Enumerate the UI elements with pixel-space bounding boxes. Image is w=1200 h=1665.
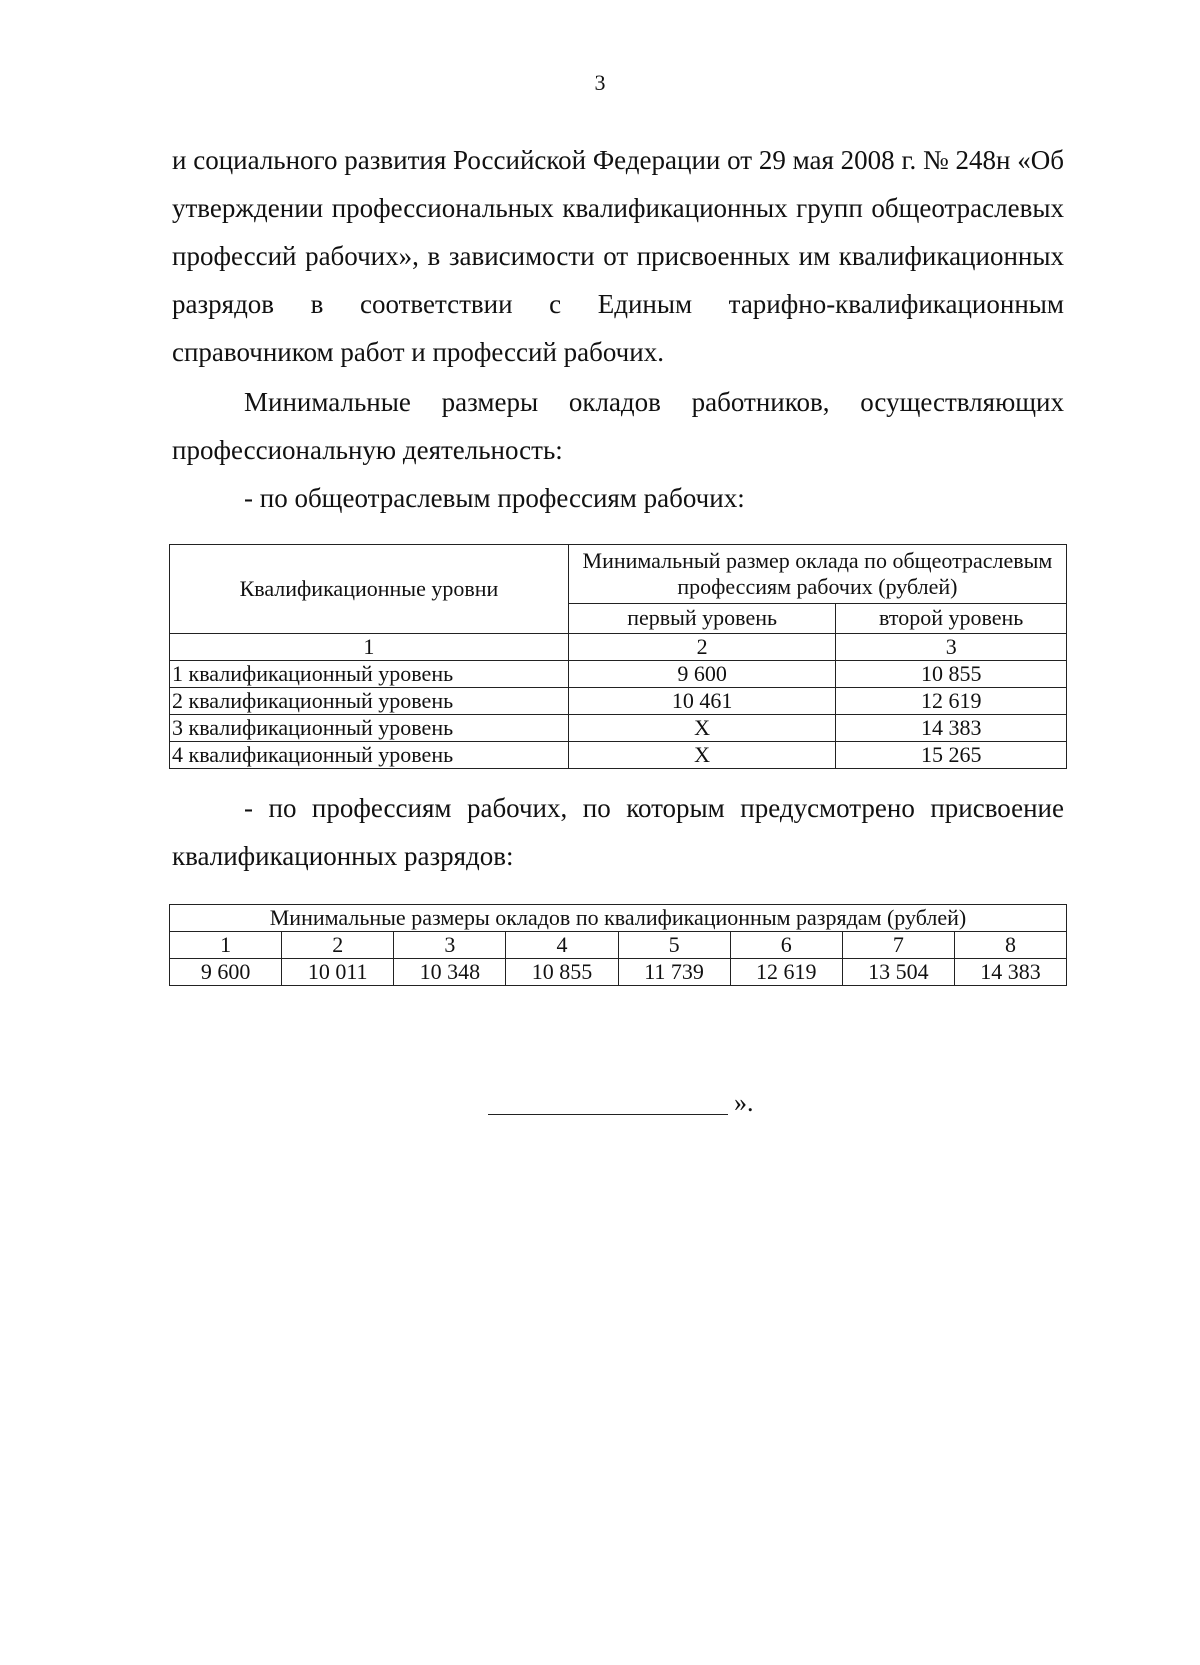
first-level-value: X [568, 742, 836, 769]
grade-value: 14 383 [954, 959, 1066, 986]
grade-value: 9 600 [170, 959, 282, 986]
grade-value: 11 739 [618, 959, 730, 986]
grade-number: 4 [506, 932, 618, 959]
grade-value: 13 504 [842, 959, 954, 986]
closing-line [488, 1090, 728, 1115]
grade-number: 2 [282, 932, 394, 959]
page-number: 3 [594, 70, 606, 95]
grades-header: Минимальные размеры окладов по квалификационным разрядам (рублей) [170, 905, 1067, 932]
table-row [170, 661, 1067, 688]
subheader-first-level: первый уровень [568, 603, 836, 633]
header-salary: Минимальный размер оклада по общеотраслевым профессиям рабочих (рублей) [568, 545, 1066, 604]
grades-value-row [170, 959, 1067, 986]
closing-quote: ». [734, 1088, 754, 1117]
first-level-value: 10 461 [568, 688, 836, 715]
second-level-value: 15 265 [836, 742, 1067, 769]
grade-number: 5 [618, 932, 730, 959]
level-cell: 2 квалификационный уровень [170, 688, 569, 715]
grade-number: 3 [394, 932, 506, 959]
grade-value: 10 011 [282, 959, 394, 986]
first-level-value: 9 600 [568, 661, 836, 688]
paragraph-1-text: и социального развития Российской Федерации от 29 мая 2008 г. № 248н «Об утверждении профессиональных квалификационных групп общеотраслевых профессий рабочих», в зависимости от присвоенных им квалификационных разрядов в соответствии с Единым тарифно-квалификационным справочником работ и профессий рабочих. [172, 145, 1064, 367]
table-header-row [170, 545, 1067, 604]
level-cell: 3 квалификационный уровень [170, 715, 569, 742]
column-number: 2 [568, 634, 836, 661]
grade-number: 1 [170, 932, 282, 959]
second-level-value: 14 383 [836, 715, 1067, 742]
table-column-numbers-row [170, 634, 1067, 661]
bullet-general-professions: - по общеотраслевым профессиям рабочих: [244, 483, 745, 513]
first-level-value: X [568, 715, 836, 742]
paragraph-1 [172, 136, 1064, 376]
table-row [170, 688, 1067, 715]
header-levels: Квалификационные уровни [170, 545, 569, 634]
level-cell: 4 квалификационный уровень [170, 742, 569, 769]
second-level-value: 12 619 [836, 688, 1067, 715]
grade-value: 10 348 [394, 959, 506, 986]
paragraph-3 [172, 784, 1064, 880]
grade-value: 10 855 [506, 959, 618, 986]
grades-number-row [170, 932, 1067, 959]
grade-number: 8 [954, 932, 1066, 959]
grades-header-row [170, 905, 1067, 932]
paragraph-2-text: Минимальные размеры окладов работников, осуществляющих профессиональную деятельность: [172, 387, 1064, 465]
grade-number: 6 [730, 932, 842, 959]
paragraph-2 [172, 378, 1064, 474]
second-level-value: 10 855 [836, 661, 1067, 688]
table-row [170, 742, 1067, 769]
table-row [170, 715, 1067, 742]
grade-number: 7 [842, 932, 954, 959]
column-number: 1 [170, 634, 569, 661]
column-number: 3 [836, 634, 1067, 661]
grade-value: 12 619 [730, 959, 842, 986]
paragraph-3-text: - по профессиям рабочих, по которым предусмотрено присвоение квалификационных разрядов: [172, 793, 1064, 871]
salary-levels-table [169, 544, 1067, 769]
subheader-second-level: второй уровень [836, 603, 1067, 633]
level-cell: 1 квалификационный уровень [170, 661, 569, 688]
salary-grades-table [169, 904, 1067, 986]
